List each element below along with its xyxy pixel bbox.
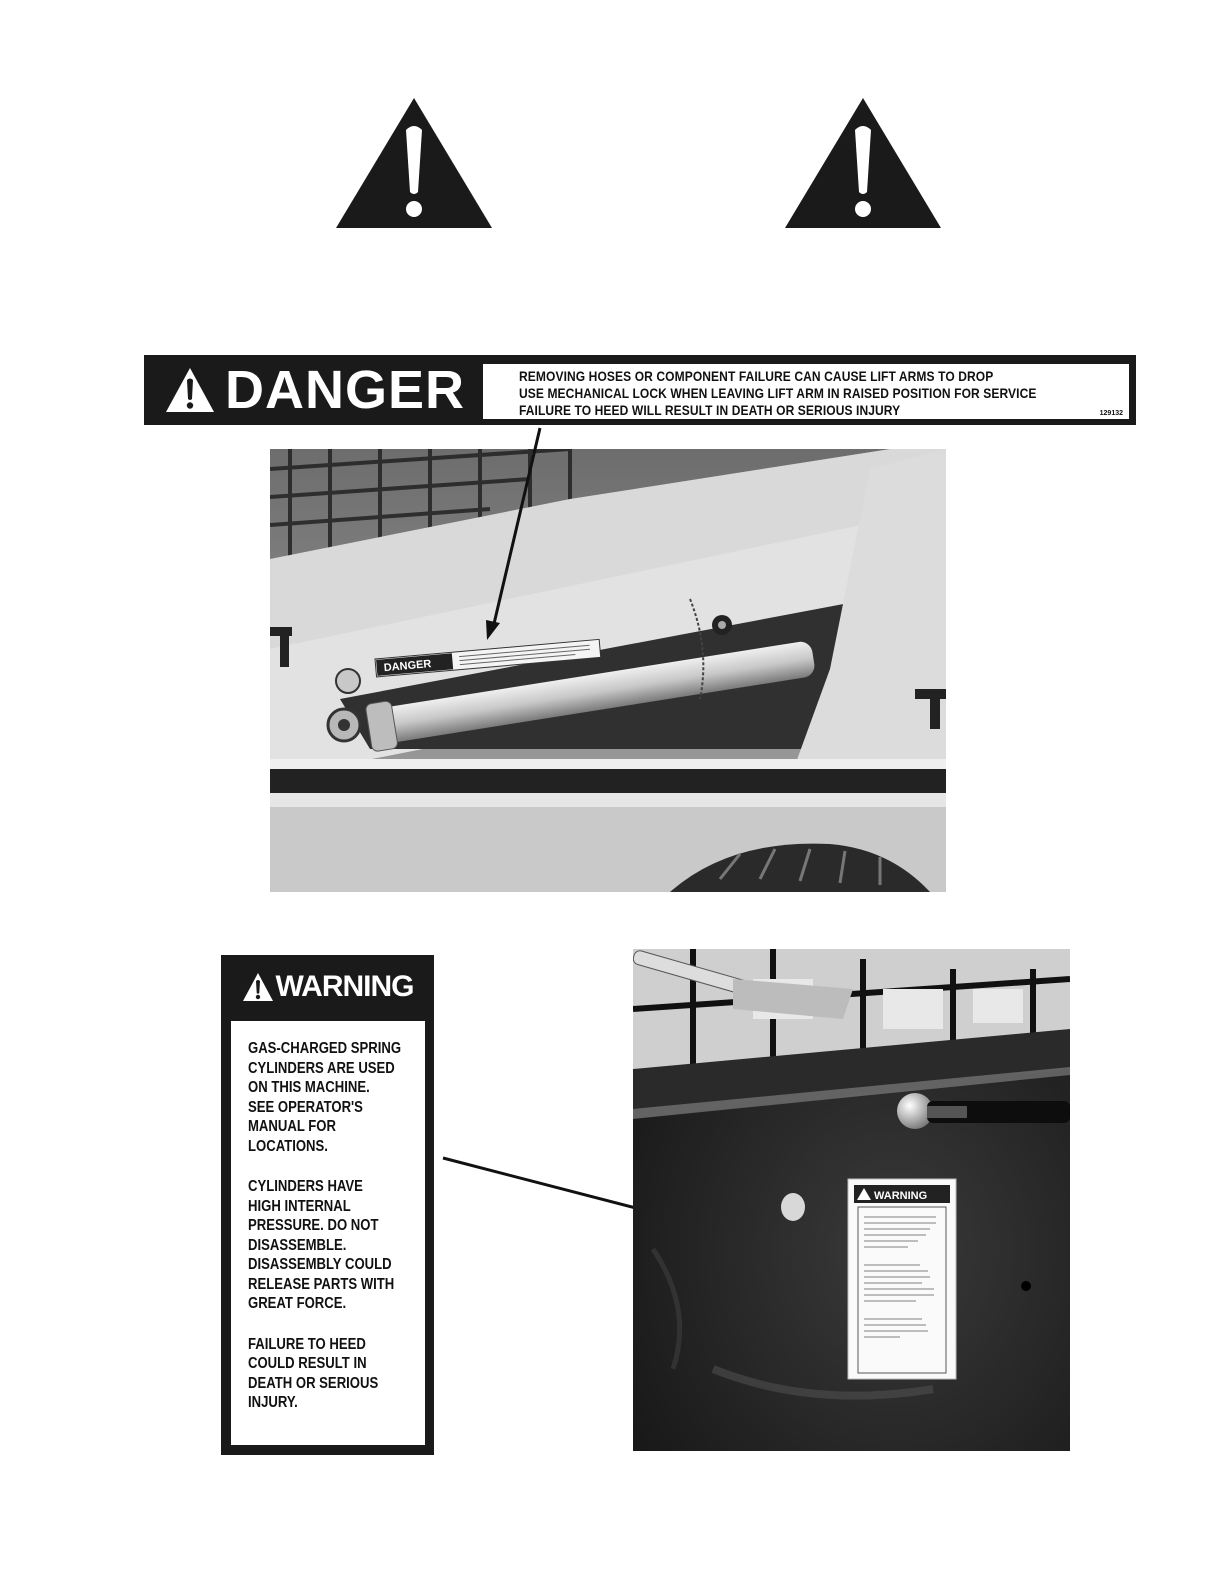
danger-message-line: FAILURE TO HEED WILL RESULT IN DEATH OR SERIOUS INJURY xyxy=(519,402,901,418)
danger-message-line: USE MECHANICAL LOCK WHEN LEAVING LIFT ARM IN RAISED POSITION FOR SERVICE xyxy=(519,385,1037,401)
warning-message-panel xyxy=(231,1021,425,1445)
gas-spring-decal-word: WARNING xyxy=(874,1190,928,1202)
danger-message-line: REMOVING HOSES OR COMPONENT FAILURE CAN CAUSE LIFT ARMS TO DROP xyxy=(519,368,994,384)
danger-message-panel xyxy=(483,364,1129,419)
warning-signal-panel xyxy=(221,955,434,1019)
warning-paragraph: GAS-CHARGED SPRING CYLINDERS ARE USED ON THIS MACHINE. SEE OPERATOR'S MANUAL FOR LOCATIONS. xyxy=(248,1040,402,1155)
warning-signal-word: WARNING xyxy=(275,970,414,1003)
warning-alert-icon xyxy=(242,972,274,1002)
lift-arm-photo xyxy=(270,449,946,892)
danger-part-number: 129132 xyxy=(1099,410,1123,417)
gas-spring-photo xyxy=(633,949,1070,1451)
lift-arm-decal-word: DANGER xyxy=(383,658,432,675)
warning-paragraph: CYLINDERS HAVE HIGH INTERNAL PRESSURE. DO NOT DISASSEMBLE. DISASSEMBLY COULD RELEASE PARTS WITH GREAT FORCE. xyxy=(248,1178,395,1312)
danger-signal-word: DANGER xyxy=(224,360,465,420)
warning-paragraph: FAILURE TO HEED COULD RESULT IN DEATH OR SERIOUS INJURY. xyxy=(248,1335,379,1411)
danger-signal-panel xyxy=(147,358,483,422)
danger-alert-icon xyxy=(165,367,215,413)
alert-triangle-icon-left xyxy=(334,96,494,230)
danger-decal xyxy=(144,355,1136,425)
alert-triangle-icon-right xyxy=(783,96,943,230)
warning-decal xyxy=(221,955,434,1455)
